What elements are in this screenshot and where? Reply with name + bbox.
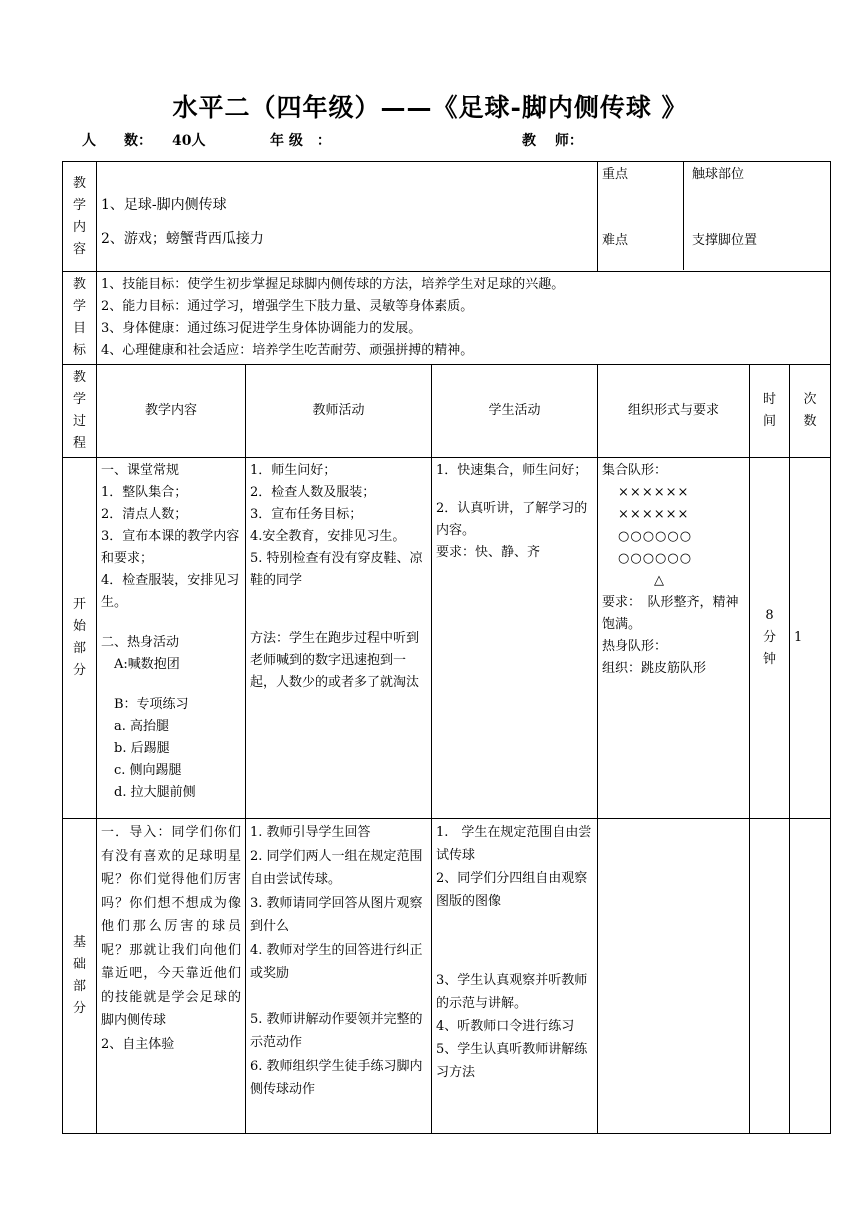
start-student-line: 要求：快、静、齐 (436, 545, 541, 560)
start-content-line: a. 高抬腿 (101, 719, 170, 734)
basic-student-line: 2、同学们分四组自由观察图版的图像 (436, 871, 588, 909)
basic-teacher-line: 4. 教师对学生的回答进行纠正或奖励 (250, 942, 423, 981)
process-label: 教学过程 (72, 370, 86, 451)
basic-label-cell (63, 819, 97, 1134)
content-label-cell (63, 162, 97, 272)
objective-item: 1、技能目标：使学生初步掌握足球脚内侧传球的方法，培养学生对足球的兴趣。 (101, 277, 565, 292)
header-teacher-activity: 教师活动 (246, 365, 432, 458)
formation-row: ○○○○○○ (618, 529, 693, 544)
start-content-cell (97, 458, 246, 819)
start-time-cell (750, 458, 790, 819)
start-teacher-line: 2．检查人数及服装； (250, 485, 376, 500)
content-row (63, 162, 831, 272)
start-content-line: 二、热身活动 (101, 635, 180, 650)
header-student-activity: 学生活动 (432, 365, 598, 458)
start-content-line: c. 侧向踢腿 (101, 763, 182, 778)
objective-item: 4、心理健康和社会适应：培养学生吃苦耐劳、顽强拼搏的精神。 (101, 343, 474, 358)
start-teacher-line: 4.安全教育，安排见习生。 (250, 529, 406, 544)
difficulty-label: 难点 (602, 233, 629, 248)
start-teacher-line: 方法：学生在跑步过程中听到老师喊到的数字迅速抱到一起，人数少的或者多了就淘汰 (250, 631, 420, 690)
basic-teacher-line: 2. 同学们两人一组在规定范围自由尝试传球。 (250, 848, 423, 887)
students-value: 40人 (172, 133, 206, 149)
basic-count-cell (790, 819, 831, 1134)
start-teacher-line (250, 592, 427, 614)
content-item: 1、足球-脚内侧传球 (101, 197, 227, 213)
process-header-row (63, 365, 831, 458)
start-time: 8分钟 (763, 608, 777, 667)
objective-item: 3、身体健康：通过练习促进学生身体协调能力的发展。 (101, 321, 422, 336)
start-teacher-line (250, 614, 427, 628)
header-time: 时间 (763, 392, 777, 429)
organization-requirement: 组织：跳皮筋队形 (602, 661, 707, 676)
basic-teacher-line: 3. 教师请同学回答从图片观察到什么 (250, 895, 423, 934)
basic-teacher-line: 5. 教师讲解动作要领并完整的示范动作 (250, 1011, 423, 1050)
basic-label: 基础部分 (72, 935, 86, 1016)
basic-teacher-line: 6. 教师组织学生徒手练习脚内侧传球动作 (250, 1058, 423, 1097)
start-teacher-line: 3．宣布任务目标； (250, 507, 363, 522)
objectives-label: 教学目标 (72, 277, 86, 358)
objectives-label-cell (63, 272, 97, 365)
formation-row: ○○○○○○ (618, 551, 693, 566)
basic-teacher-line: 1. 教师引导学生回答 (250, 825, 371, 840)
formation-row: ×××××× (618, 507, 690, 522)
start-student-line: 1．快速集合，师生问好； (436, 463, 588, 478)
process-label-cell (63, 365, 97, 458)
basic-student-line: 3、学生认真观察并听教师的示范与讲解。 (436, 973, 588, 1011)
start-student-line: 2．认真听讲，了解学习的内容。 (436, 501, 588, 538)
start-content-line: 3．宣布本课的教学内容和要求； (101, 529, 240, 566)
start-student-cell (432, 458, 598, 819)
start-teacher-cell (246, 458, 432, 819)
basic-organization-cell (598, 819, 750, 1134)
start-count: 1 (794, 630, 803, 645)
page-title: 水平二（四年级）——《足球-脚内侧传球 》 (172, 93, 688, 122)
basic-student-line: 1. 学生在规定范围自由尝试传球 (436, 825, 592, 863)
grade-label: 年 级 ： (270, 133, 331, 149)
start-teacher-line: 1．师生问好； (250, 463, 337, 478)
header-time-cell (750, 365, 790, 458)
formation-row: ×××××× (618, 485, 690, 500)
header-organization: 组织形式与要求 (598, 365, 750, 458)
teacher-label: 教 师： (522, 133, 583, 149)
key-difficulty-cell (598, 162, 831, 272)
key-point-label: 重点 (602, 167, 629, 182)
start-content-line: A:喊数抱团 (101, 657, 180, 672)
basic-teacher-cell (246, 819, 432, 1134)
basic-part-row (63, 819, 831, 1134)
objective-item: 2、能力目标：通过学习，增强学生下肢力量、灵敏等身体素质。 (101, 299, 474, 314)
header-teaching-content: 教学内容 (97, 365, 246, 458)
key-point-value: 触球部位 (692, 167, 745, 182)
basic-student-line (436, 913, 593, 933)
basic-student-line: 4、听教师口令进行练习 (436, 1019, 575, 1034)
basic-content-cell (97, 819, 246, 1134)
students-label: 人 数： (82, 133, 152, 149)
start-content-line: 2．清点人数； (101, 507, 188, 522)
content-item: 2、游戏；螃蟹背西瓜接力 (101, 231, 264, 247)
basic-content-line: 一．导入：同学们你们有没有喜欢的足球明星呢？你们觉得他们厉害吗？你们想不想成为像他们那么厉害的球员呢？那就让我们向他们靠近吧，今天靠近他们的技能就是学会足球的脚内侧传球 (101, 825, 241, 1028)
start-content-line: d. 拉大腿前侧 (101, 785, 196, 800)
difficulty-value: 支撑脚位置 (692, 233, 758, 248)
organization-requirement: 要求： 队形整齐，精神饱满。 (602, 595, 739, 632)
start-content-line: 一、课堂常规 (101, 463, 180, 478)
organization-requirement: 热身队形： (602, 639, 668, 654)
header-count: 次数 (803, 392, 817, 429)
start-content-line: b. 后踢腿 (101, 741, 170, 756)
basic-student-cell (432, 819, 598, 1134)
start-label-cell (63, 458, 97, 819)
start-teacher-line: 5. 特别检查有没有穿皮鞋、凉鞋的同学 (250, 551, 423, 588)
objectives-cell (97, 272, 831, 365)
start-content-line (101, 614, 241, 632)
start-student-line (436, 482, 593, 498)
lesson-plan-table (62, 161, 831, 1134)
content-label: 教学内容 (72, 175, 86, 257)
start-organization-cell (598, 458, 750, 819)
start-content-line: 1．整队集合； (101, 485, 188, 500)
start-content-line: B：专项练习 (101, 697, 189, 712)
start-part-row (63, 458, 831, 819)
start-count-cell (790, 458, 831, 819)
basic-student-line (436, 933, 593, 953)
objectives-row (63, 272, 831, 365)
basic-student-line: 5、学生认真听教师讲解练习方法 (436, 1042, 588, 1080)
teacher-position-mark: △ (654, 573, 665, 588)
header-count-cell (790, 365, 831, 458)
content-items-cell (97, 162, 598, 272)
basic-content-line: 2、自主体验 (101, 1036, 175, 1052)
basic-student-line (436, 953, 593, 969)
basic-time-cell (750, 819, 790, 1134)
start-content-line (101, 676, 241, 694)
basic-teacher-line (250, 986, 427, 1008)
formation-label: 集合队形： (602, 463, 668, 478)
start-content-line: 4．检查服装，安排见习生。 (101, 573, 240, 610)
start-label: 开始部分 (72, 597, 86, 678)
